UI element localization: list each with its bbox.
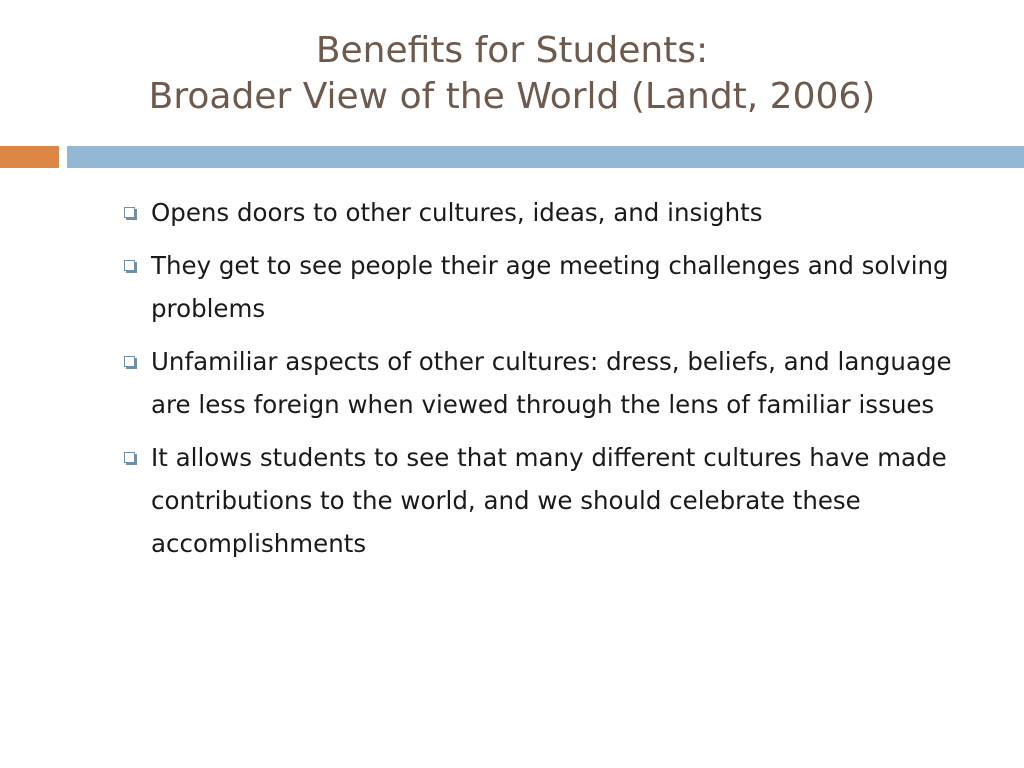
bullet-list <box>120 191 990 575</box>
slide-title <box>0 28 1024 120</box>
orange-accent-bar <box>0 146 59 168</box>
bullet-text: Unfamiliar aspects of other cultures: dress, beliefs, and language are less foreign when viewed through the lens of familiar issues <box>151 347 952 419</box>
blue-accent-bar <box>67 146 1024 168</box>
hollow-square-bullet-icon <box>124 452 135 463</box>
hollow-square-bullet-icon <box>124 356 135 367</box>
bullet-item <box>120 436 990 565</box>
hollow-square-bullet-icon <box>124 260 135 271</box>
bullet-item <box>120 191 990 234</box>
bullet-item <box>120 244 990 330</box>
bullet-text: They get to see people their age meeting challenges and solving problems <box>151 251 949 323</box>
bullet-text: Opens doors to other cultures, ideas, and insights <box>151 198 763 227</box>
title-line-1: Benefits for Students: <box>315 30 709 71</box>
title-line-2: Broader View of the World (Landt, 2006) <box>148 76 876 117</box>
bullet-text: It allows students to see that many different cultures have made contributions to the world, and we should celebrate these accomplishments <box>151 443 947 558</box>
bullet-item <box>120 340 990 426</box>
hollow-square-bullet-icon <box>124 207 135 218</box>
